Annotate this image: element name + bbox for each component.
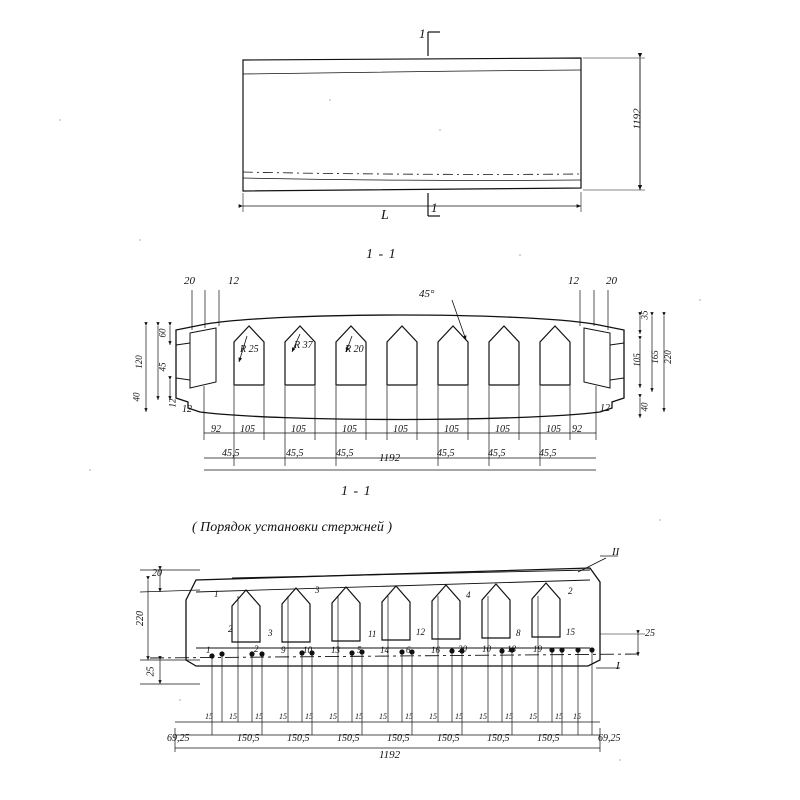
- plan-view: [243, 32, 645, 216]
- radius-label-2: R 37: [294, 340, 313, 351]
- plan-length-label: L: [381, 208, 389, 223]
- bar-mark-row-6: 14: [380, 645, 389, 655]
- bar-mark-mid-1: 3: [268, 628, 273, 638]
- dim-top-left-2: 12: [228, 275, 239, 287]
- bar-mark-top-3: 2: [568, 586, 573, 596]
- rebar-small-dim-2: 15: [255, 712, 263, 721]
- cut-mark-bottom-label: 1: [431, 200, 438, 215]
- dim-top-right-2: 20: [606, 275, 617, 287]
- dim-right-220: 220: [662, 350, 673, 364]
- scan-noise: [59, 99, 701, 761]
- rebar-small-dim-5: 15: [329, 712, 337, 721]
- rebar-small-dim-8: 15: [405, 712, 413, 721]
- bar-mark-mid-3: 12: [416, 627, 425, 637]
- bar-mark-mid-0: 2: [228, 624, 233, 634]
- rebar-small-dim-12: 15: [505, 712, 513, 721]
- bar-mark-row-7: 6: [406, 645, 411, 655]
- rebar-small-dim-15: 15: [573, 712, 581, 721]
- dim-right-165: 165: [649, 350, 660, 364]
- rebar-small-dim-14: 15: [555, 712, 563, 721]
- bar-mark-row-8: 16: [431, 645, 440, 655]
- radius-label-3: R 20: [345, 344, 364, 355]
- view-title-2: 1 - 1: [341, 484, 372, 499]
- dim-left-40: 40: [131, 392, 142, 402]
- dim-bottom-5: 105: [444, 424, 459, 435]
- dim-mid-2: 45,5: [336, 448, 354, 459]
- rebar-small-dim-11: 15: [479, 712, 487, 721]
- rebar-small-dim-9: 15: [429, 712, 437, 721]
- rebar-small-dim-4: 15: [305, 712, 313, 721]
- dim-bottom-7: 105: [546, 424, 561, 435]
- rebar-dim-5: 150,5: [487, 733, 510, 744]
- dim-bottom-0: 92: [211, 424, 221, 435]
- bar-mark-top-2: 4: [466, 590, 471, 600]
- view-title-1: 1 - 1: [366, 247, 397, 262]
- dim-bottom-6: 105: [495, 424, 510, 435]
- rebar-dim-3: 150,5: [387, 733, 410, 744]
- rebar-dim-25-left: 25: [145, 666, 157, 677]
- bar-mark-row-5: 5: [357, 645, 362, 655]
- dim-mid-3: 45,5: [437, 448, 455, 459]
- dim-right-12: 12: [600, 403, 610, 414]
- rebar-dim-220: 220: [135, 611, 146, 626]
- rebar-dim-6: 150,5: [537, 733, 560, 744]
- dim-bottom-3: 105: [342, 424, 357, 435]
- bar-mark-row-0: 1: [206, 645, 211, 655]
- rebar-dim-1: 150,5: [287, 733, 310, 744]
- rebar-edge-dim-left: 69,25: [167, 733, 190, 744]
- rebar-dim-0: 150,5: [237, 733, 260, 744]
- dim-left-120: 120: [133, 355, 144, 369]
- rebar-small-dim-0: 15: [205, 712, 213, 721]
- dim-mid-5: 45,5: [539, 448, 557, 459]
- dim-left-12a: 12: [167, 398, 178, 408]
- radius-label-1: R 25: [240, 344, 259, 355]
- bar-mark-row-1: 2: [254, 644, 259, 654]
- dim-bottom-2: 105: [291, 424, 306, 435]
- section11-total-width: 1192: [379, 452, 401, 464]
- dim-top-right-1: 12: [568, 275, 579, 287]
- rebar-dim-4: 150,5: [437, 733, 460, 744]
- dim-right-40: 40: [639, 402, 650, 412]
- bar-mark-row-9: 20: [458, 644, 467, 654]
- rebar-small-dim-13: 15: [529, 712, 537, 721]
- dim-bottom-1: 105: [240, 424, 255, 435]
- dim-bottom-4: 105: [393, 424, 408, 435]
- bar-mark-row-3: 10: [303, 645, 312, 655]
- rebar-edge-dim-right: 69,25: [598, 733, 621, 744]
- rebar-small-dim-1: 15: [229, 712, 237, 721]
- dim-left-12b: 12: [182, 404, 192, 415]
- rebar-small-dim-6: 15: [355, 712, 363, 721]
- cut-mark-top-label: 1: [419, 26, 426, 41]
- rebar-small-dim-10: 15: [455, 712, 463, 721]
- dim-mid-4: 45,5: [488, 448, 506, 459]
- rebar-dim-2: 150,5: [337, 733, 360, 744]
- roman-mark-1: I: [616, 660, 620, 672]
- plan-height-label: 1192: [631, 108, 644, 130]
- bar-mark-row-12: 19: [533, 644, 542, 654]
- bar-mark-row-4: 13: [331, 645, 340, 655]
- dim-left-45: 45: [157, 362, 168, 372]
- dim-right-105: 105: [631, 353, 642, 367]
- dim-right-35: 35: [639, 310, 650, 320]
- section-1-1: [146, 290, 664, 470]
- rebar-dim-20: 20: [152, 568, 162, 579]
- dim-top-left-1: 20: [184, 275, 195, 287]
- bar-mark-mid-2: 11: [368, 629, 377, 639]
- rebar-total-width: 1192: [379, 749, 401, 761]
- bar-mark-mid-4: 8: [516, 628, 521, 638]
- bar-mark-mid-5: 15: [566, 627, 575, 637]
- dim-left-60: 60: [157, 328, 168, 338]
- bar-mark-top-1: 3: [315, 585, 320, 595]
- bar-mark-row-10: 10: [482, 644, 491, 654]
- bar-mark-row-2: 9: [281, 645, 286, 655]
- dim-mid-1: 45,5: [286, 448, 304, 459]
- rebar-small-dim-7: 15: [379, 712, 387, 721]
- angle-note-label: 45°: [419, 288, 435, 300]
- dim-mid-0: 45,5: [222, 448, 240, 459]
- bar-mark-top-0: 1: [214, 589, 219, 599]
- roman-mark-2: II: [612, 546, 620, 558]
- rebar-note-title: ( Порядок установки стержней ): [192, 520, 393, 535]
- rebar-dim-25-right: 25: [645, 628, 655, 639]
- rebar-small-dim-3: 15: [279, 712, 287, 721]
- dim-bottom-8: 92: [572, 424, 582, 435]
- bar-mark-row-11: 18: [507, 644, 516, 654]
